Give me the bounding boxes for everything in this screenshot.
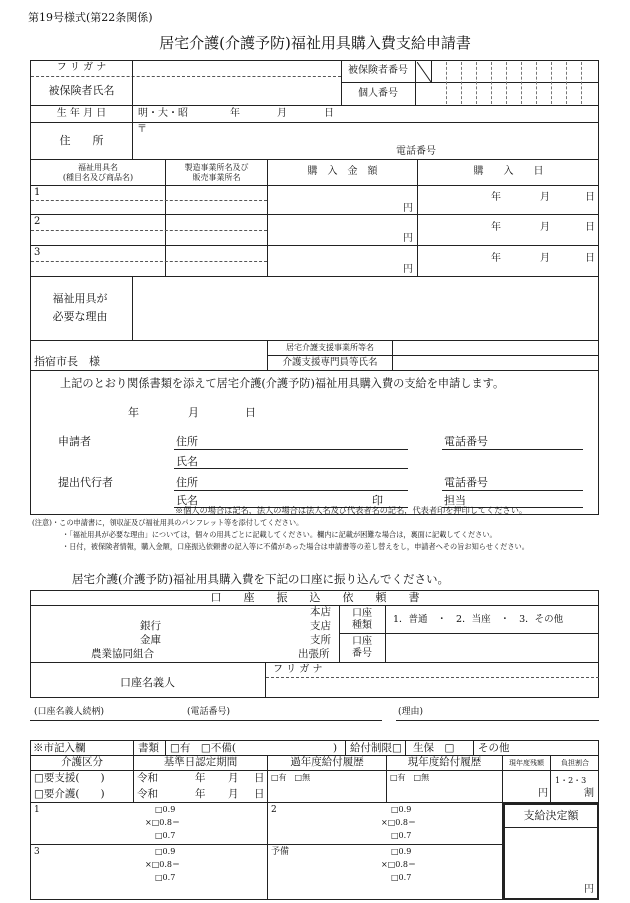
item-name-header: 福祉用具名 (種目名及び商品名) <box>62 162 134 182</box>
nokyo-label: 農業協同組合 <box>91 648 154 660</box>
account-type-options: 1．普通 ・ 2．当座 ・ 3．その他 <box>393 614 564 625</box>
rate-08: ×□0.8＝ <box>381 818 416 827</box>
rate-08: ×□0.8＝ <box>145 860 180 869</box>
period-year: 年 <box>195 772 206 784</box>
item-row-no: 3 <box>34 247 41 258</box>
item-year: 年 <box>491 222 501 233</box>
docs-options: □有 □不備( <box>170 742 236 754</box>
past-benefit-header: 過年度給付履歴 <box>290 756 364 769</box>
applicant-name-label: 氏名 <box>176 455 198 468</box>
form-number: 第19号様式(第22条関係) <box>28 11 153 24</box>
declaration-month: 月 <box>188 406 199 419</box>
rate-07: □0.7 <box>155 831 176 840</box>
note-line: ・日付，被保険者情報，購入金額，口座振込依頼書の記入等に不備があった場合は申請書等の差し替えをし，申請者へその旨お知らせください。 <box>62 542 529 551</box>
ratio-unit: 割 <box>584 788 594 799</box>
era-options: 明・大・昭 <box>138 108 188 119</box>
calc-cell-no: 2 <box>271 805 277 815</box>
dob-year: 年 <box>230 108 240 119</box>
declaration-year: 年 <box>128 406 139 419</box>
other-label: その他 <box>478 742 510 754</box>
calc-cell-no: 1 <box>34 805 40 815</box>
care-check: □要介護( ) <box>34 788 105 800</box>
limit-check: 給付制限□ <box>350 742 402 754</box>
rate-08: ×□0.8＝ <box>145 818 180 827</box>
item-day: 日 <box>585 253 595 264</box>
applicant-address-label: 住所 <box>176 435 198 448</box>
agent-contact-label: 担当 <box>444 494 466 507</box>
insured-number-label: 被保険者番号 <box>348 65 408 77</box>
item-month: 月 <box>540 222 550 233</box>
honten-label: 本店 <box>310 606 331 618</box>
rate-09: □0.9 <box>155 847 176 856</box>
declaration-text: 上記のとおり関係書類を添えて居宅介護(介護予防)福祉用具購入費の支給を申請します。 <box>60 377 505 390</box>
item-month: 月 <box>540 192 550 203</box>
furigana-label: フ リ ガ ナ <box>56 62 107 74</box>
applicant-phone-label: 電話番号 <box>444 435 488 448</box>
seal-mark: 印 <box>372 494 383 507</box>
agent-address-label: 住所 <box>176 476 198 489</box>
period-day: 日 <box>254 788 265 800</box>
agent-name-label: 氏名 <box>176 494 198 507</box>
item-yen: 円 <box>403 233 413 244</box>
holder-furigana-label: フ リ ガ ナ <box>273 664 323 675</box>
dob-day: 日 <box>324 108 334 119</box>
care-manager-label: 介護支援専門員等氏名 <box>282 357 378 369</box>
reason-label: 福祉用具が必要な理由 <box>52 292 108 323</box>
care-category-header: 介護区分 <box>61 756 103 769</box>
dob-month: 月 <box>277 108 287 119</box>
item-month: 月 <box>540 253 550 264</box>
address-label: 住 所 <box>59 134 104 148</box>
docs-label: 書類 <box>138 742 159 754</box>
bank-table-title: 口 座 振 込 依 頼 書 <box>210 591 420 605</box>
balance-yen: 円 <box>538 788 548 799</box>
shiten-label: 支店 <box>310 620 331 632</box>
decision-amount-label: 支給決定額 <box>523 809 579 823</box>
amount-header: 購 入 金 額 <box>307 166 378 178</box>
item-row-no: 1 <box>34 187 41 198</box>
holder-phone-label: (電話番号) <box>187 707 231 717</box>
bank-type-label: 銀行 <box>140 620 161 632</box>
applicant-label: 申請者 <box>58 435 91 448</box>
period-era: 令和 <box>137 788 158 800</box>
kinko-label: 金庫 <box>140 634 161 646</box>
period-era: 令和 <box>137 772 158 784</box>
form-title: 居宅介護(介護予防)福祉用具購入費支給申請書 <box>159 34 471 52</box>
phone-label: 電話番号 <box>396 146 436 157</box>
account-number-label: 口座番号 <box>352 636 372 659</box>
note-line: (注意)・この申請書に，領収証及び福祉用具のパンフレット等を添付してください。 <box>32 518 304 527</box>
agent-note: ※個人の場合は記名，法人の場合は法人名及び代表者名の記名，代表者印を押印してください。 <box>175 505 528 515</box>
item-day: 日 <box>585 192 595 203</box>
burden-ratio-header: 負担割合 <box>561 758 589 767</box>
bank-intro: 居宅介護(介護予防)福祉用具購入費を下記の口座に振り込んでください。 <box>72 572 449 586</box>
rate-07: □0.7 <box>391 873 412 882</box>
period-month: 月 <box>228 788 239 800</box>
cert-period-header: 基準日認定期間 <box>163 756 238 769</box>
current-benefit-header: 現年度給付履歴 <box>407 756 482 769</box>
insured-name-label: 被保険者氏名 <box>48 84 115 98</box>
support-check: □要支援( ) <box>34 772 105 784</box>
rate-09: □0.9 <box>155 805 176 814</box>
declaration-day: 日 <box>245 406 256 419</box>
agent-label: 提出代行者 <box>58 476 113 489</box>
city-use-label: ※市記入欄 <box>33 742 86 754</box>
period-year: 年 <box>195 788 206 800</box>
account-holder-label: 口座名義人 <box>120 676 175 689</box>
postal-mark: 〒 <box>137 124 147 135</box>
rate-07: □0.7 <box>155 873 176 882</box>
item-day: 日 <box>585 222 595 233</box>
item-yen: 円 <box>403 203 413 214</box>
decision-yen: 円 <box>584 884 594 895</box>
reserve-label: 予備 <box>271 847 290 857</box>
account-type-label: 口座種類 <box>352 607 372 631</box>
rate-09: □0.9 <box>391 847 412 856</box>
rate-07: □0.7 <box>391 831 412 840</box>
calc-cell-no: 3 <box>34 847 40 857</box>
mayor-addressee: 指宿市長 様 <box>34 355 100 368</box>
item-yen: 円 <box>403 264 413 275</box>
current-balance-header: 現年度残額 <box>509 758 544 767</box>
maker-header: 製造事業所名及び 販売事業所名 <box>184 162 249 182</box>
ratio-options: 1・2・3 <box>555 776 587 785</box>
reason-field-label: (理由) <box>398 707 424 717</box>
care-office-label: 居宅介護支援事業所等名 <box>286 343 374 352</box>
period-month: 月 <box>228 772 239 784</box>
holder-relation-label: (口座名義人続柄) <box>34 707 105 717</box>
past-yes-no: □有 □無 <box>271 773 311 782</box>
date-header: 購 入 日 <box>473 166 544 178</box>
dob-label: 生 年 月 日 <box>56 107 107 119</box>
current-yes-no: □有 □無 <box>390 773 430 782</box>
docs-close: ) <box>333 742 338 754</box>
note-line: ・「福祉用具が必要な理由」については，個々の用具ごとに記載してください。欄内に記載が困難な場合は，裏面に記載してください。 <box>62 530 497 539</box>
item-row-no: 2 <box>34 216 41 227</box>
agent-phone-label: 電話番号 <box>444 476 488 489</box>
personal-number-label: 個人番号 <box>358 87 398 99</box>
shisho-label: 支所 <box>310 634 331 646</box>
item-year: 年 <box>491 192 501 203</box>
item-year: 年 <box>491 253 501 264</box>
shutchojo-label: 出張所 <box>298 648 330 660</box>
rate-08: ×□0.8＝ <box>381 860 416 869</box>
period-day: 日 <box>254 772 265 784</box>
welfare-check: 生保 □ <box>413 742 455 754</box>
rate-09: □0.9 <box>391 805 412 814</box>
